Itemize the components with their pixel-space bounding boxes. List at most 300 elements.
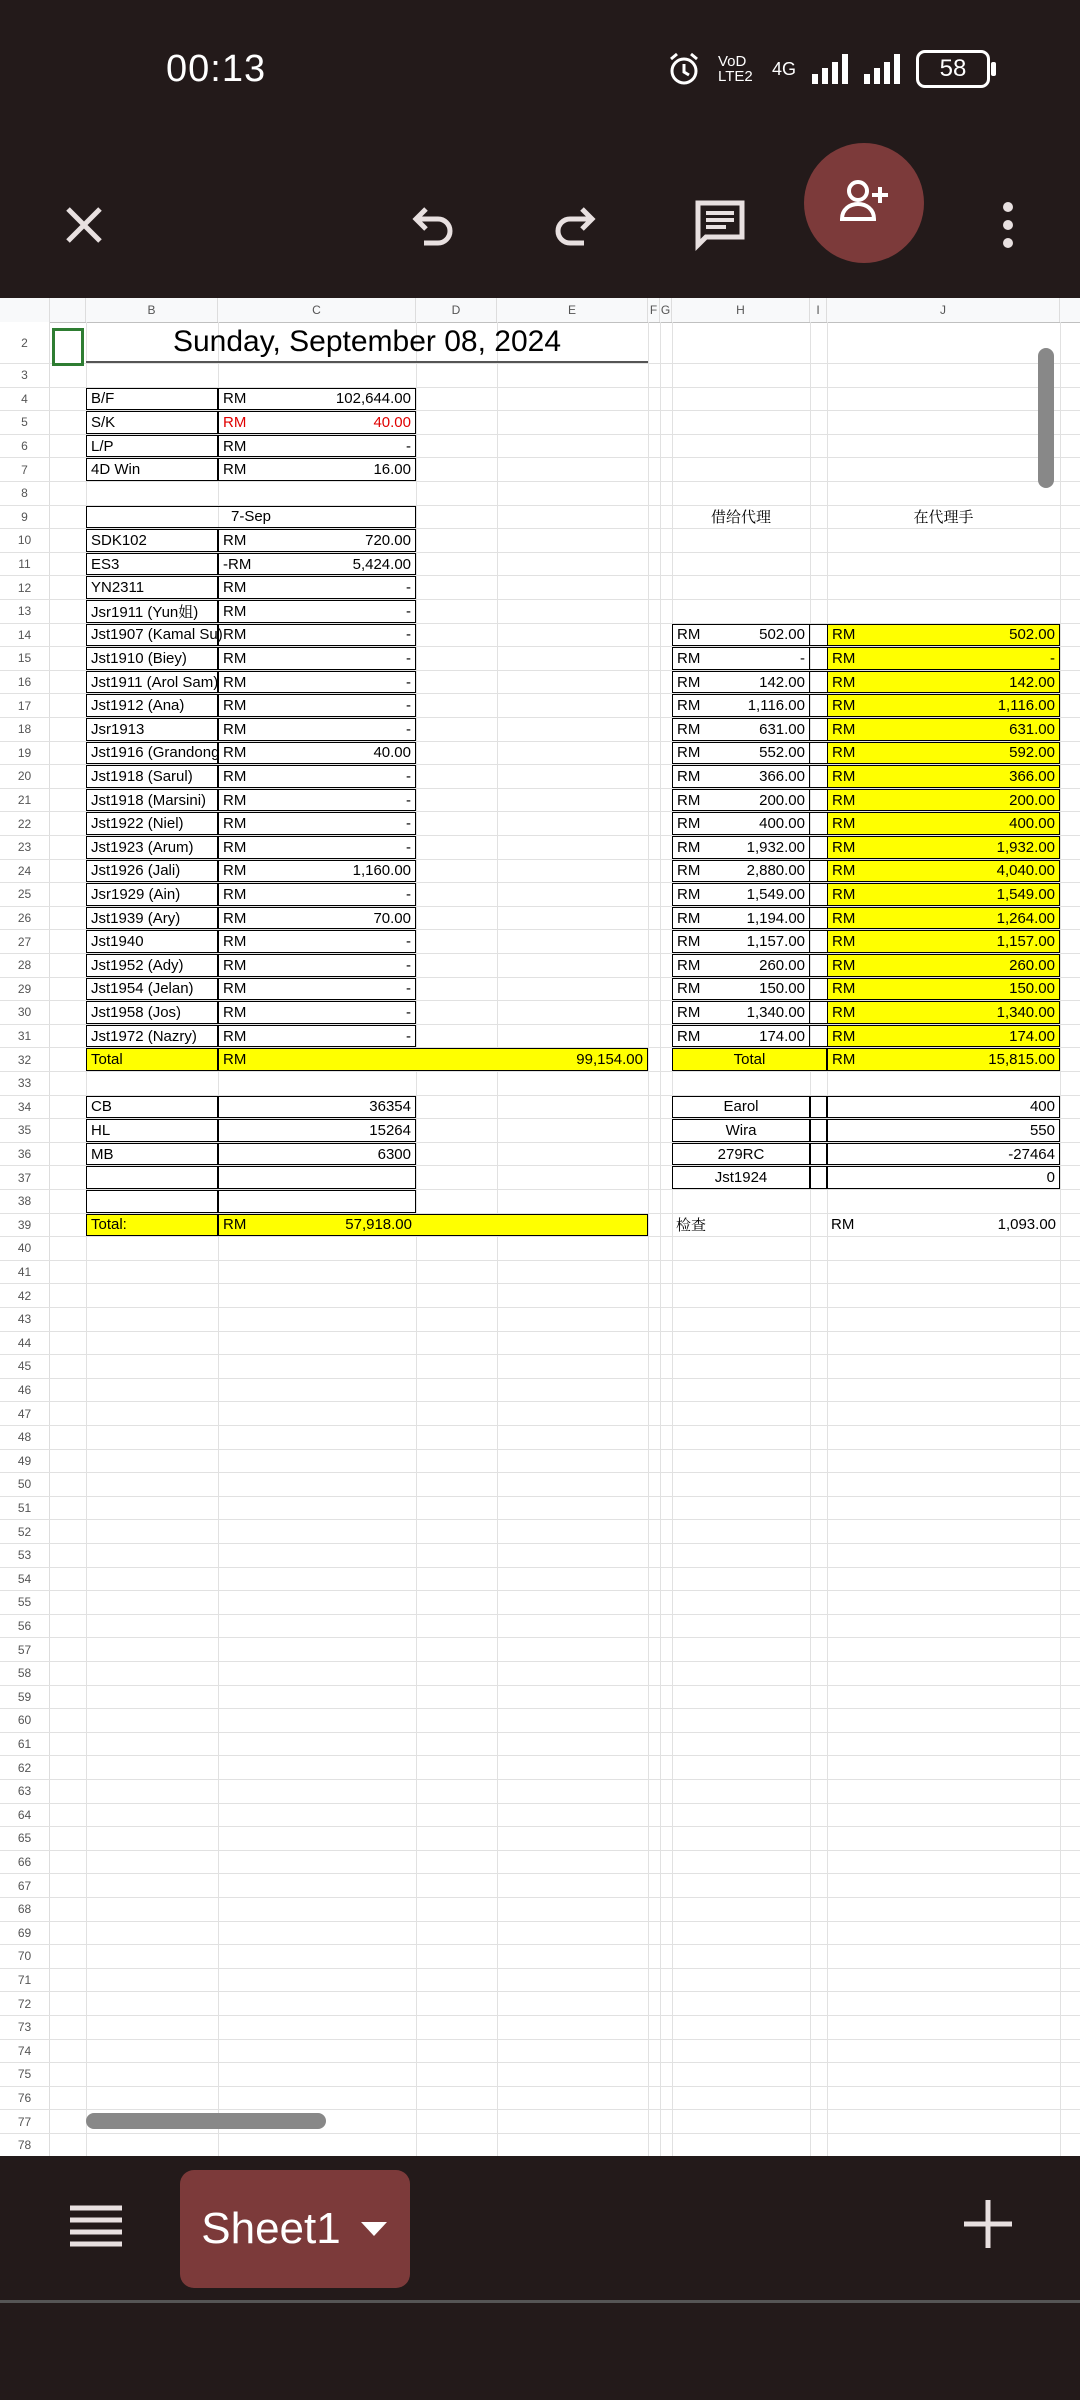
sheet-row[interactable] (0, 1733, 1080, 1757)
redo-button[interactable] (526, 150, 626, 300)
currency-label[interactable]: RM (218, 600, 278, 623)
agent-name[interactable]: Jst1972 (Nazry) (86, 1025, 218, 1048)
agent-name[interactable]: Jst1952 (Ady) (86, 954, 218, 977)
agent-amount[interactable]: 1,264.00 (887, 907, 1060, 930)
sheet-row[interactable] (0, 978, 1080, 1002)
currency-label[interactable]: RM (827, 836, 887, 859)
currency-label[interactable]: RM (672, 1025, 722, 1048)
row-number[interactable]: 53 (0, 1544, 50, 1567)
lent-amount[interactable]: 502.00 (722, 624, 810, 647)
sheet-row[interactable] (0, 2040, 1080, 2064)
currency-label[interactable]: RM (827, 883, 887, 906)
currency-label[interactable]: RM (827, 978, 887, 1001)
sheet-row[interactable] (0, 1568, 1080, 1592)
agent-amount[interactable]: 142.00 (887, 671, 1060, 694)
amount-value[interactable]: 5,424.00 (278, 553, 416, 576)
currency-label[interactable]: RM (827, 624, 887, 647)
row-number[interactable]: 69 (0, 1922, 50, 1945)
sheet-row[interactable] (0, 1072, 1080, 1096)
sheet-row[interactable] (0, 1969, 1080, 1993)
row-number[interactable]: 33 (0, 1072, 50, 1095)
lent-amount[interactable]: 1,549.00 (722, 883, 810, 906)
row-number[interactable]: 8 (0, 482, 50, 505)
row-number[interactable]: 7 (0, 458, 50, 481)
row-number[interactable]: 27 (0, 930, 50, 953)
row-number[interactable]: 48 (0, 1426, 50, 1449)
summary-value[interactable]: 16.00 (278, 458, 416, 481)
currency-label[interactable]: RM (827, 860, 887, 883)
row-number[interactable]: 35 (0, 1119, 50, 1142)
agent-amount[interactable]: 1,549.00 (887, 883, 1060, 906)
currency-label[interactable]: RM (218, 718, 278, 741)
row-number[interactable]: 64 (0, 1804, 50, 1827)
sheet-row[interactable] (0, 1214, 1080, 1238)
column-header-f[interactable]: F (648, 298, 660, 322)
amount-value[interactable]: 70.00 (278, 907, 416, 930)
row-number[interactable]: 21 (0, 789, 50, 812)
currency-label[interactable]: RM (218, 671, 278, 694)
sheet-row[interactable] (0, 388, 1080, 412)
lent-amount[interactable]: 142.00 (722, 671, 810, 694)
lent-amount[interactable]: 200.00 (722, 789, 810, 812)
agent-amount[interactable]: 260.00 (887, 954, 1060, 977)
row-number[interactable]: 13 (0, 600, 50, 623)
amount-value[interactable]: - (278, 718, 416, 741)
agent-name[interactable]: Jst1918 (Marsini) (86, 789, 218, 812)
lent-amount[interactable]: 1,932.00 (722, 836, 810, 859)
sheet-row[interactable] (0, 1591, 1080, 1615)
row-number[interactable]: 29 (0, 978, 50, 1001)
sheet-row[interactable] (0, 1874, 1080, 1898)
sheet-row[interactable] (0, 1945, 1080, 1969)
agent-amount[interactable]: 1,157.00 (887, 930, 1060, 953)
spacer-cell[interactable] (810, 1166, 827, 1189)
spacer-cell[interactable] (810, 718, 827, 741)
sheet-tab-sheet1[interactable] (180, 2170, 410, 2288)
amount-value[interactable]: 1,160.00 (278, 860, 416, 883)
column-header-b[interactable]: B (86, 298, 218, 322)
row-number[interactable]: 54 (0, 1568, 50, 1591)
currency-label[interactable]: RM (672, 671, 722, 694)
row-number[interactable]: 36 (0, 1143, 50, 1166)
spacer-cell[interactable] (810, 978, 827, 1001)
row-number[interactable]: 15 (0, 647, 50, 670)
currency-label[interactable]: RM (827, 765, 887, 788)
currency-label[interactable]: RM (827, 789, 887, 812)
sheet-row[interactable] (0, 836, 1080, 860)
currency-label[interactable]: RM (827, 694, 887, 717)
agent-amount[interactable]: 1,116.00 (887, 694, 1060, 717)
agent-amount[interactable]: 174.00 (887, 1025, 1060, 1048)
amount-value[interactable]: - (278, 600, 416, 623)
currency-label[interactable]: RM (827, 930, 887, 953)
row-number[interactable]: 42 (0, 1284, 50, 1307)
other-value[interactable]: -27464 (827, 1143, 1060, 1166)
spacer-cell[interactable] (810, 1096, 827, 1119)
currency-label[interactable]: RM (672, 836, 722, 859)
spreadsheet-grid[interactable] (0, 298, 1080, 2156)
agent-amount[interactable]: 592.00 (887, 742, 1060, 765)
sheet-row[interactable] (0, 1922, 1080, 1946)
agent-name[interactable]: Jsr1913 (86, 718, 218, 741)
sheet-row[interactable] (0, 860, 1080, 884)
sheet-row[interactable] (0, 1332, 1080, 1356)
row-number[interactable]: 75 (0, 2063, 50, 2086)
row-number[interactable]: 12 (0, 576, 50, 599)
sheet-row[interactable] (0, 364, 1080, 388)
currency-label[interactable]: -RM (218, 553, 278, 576)
amount-value[interactable]: - (278, 694, 416, 717)
sheet-row[interactable] (0, 1119, 1080, 1143)
sheet-row[interactable] (0, 718, 1080, 742)
currency-label[interactable]: RM (672, 930, 722, 953)
column-header-i[interactable]: I (810, 298, 827, 322)
spacer-cell[interactable] (810, 812, 827, 835)
spacer-cell[interactable] (810, 647, 827, 670)
lent-amount[interactable]: 1,157.00 (722, 930, 810, 953)
total-label[interactable]: Total (672, 1048, 827, 1071)
agent-amount[interactable]: 400.00 (887, 812, 1060, 835)
row-number[interactable]: 20 (0, 765, 50, 788)
other-value[interactable]: 400 (827, 1096, 1060, 1119)
undo-button[interactable] (382, 150, 482, 300)
sheet-row[interactable] (0, 529, 1080, 553)
row-number[interactable]: 24 (0, 860, 50, 883)
sheet-row[interactable] (0, 1025, 1080, 1049)
sheet-row[interactable] (0, 954, 1080, 978)
row-number[interactable]: 50 (0, 1473, 50, 1496)
sheet-row[interactable] (0, 1827, 1080, 1851)
agent-header[interactable]: 在代理手 (913, 509, 974, 527)
row-number[interactable]: 72 (0, 1992, 50, 2015)
bank-value[interactable]: 6300 (218, 1143, 416, 1166)
row-number[interactable]: 59 (0, 1686, 50, 1709)
currency-label[interactable]: RM (218, 742, 278, 765)
row-number[interactable]: 18 (0, 718, 50, 741)
currency-label[interactable]: RM (672, 765, 722, 788)
amount-value[interactable]: 40.00 (278, 742, 416, 765)
more-options-button[interactable] (958, 150, 1058, 300)
sheet-row[interactable] (0, 1898, 1080, 1922)
amount-value[interactable]: - (278, 930, 416, 953)
currency-label[interactable]: RM (218, 978, 278, 1001)
agent-amount[interactable]: 502.00 (887, 624, 1060, 647)
row-number[interactable]: 26 (0, 907, 50, 930)
amount-value[interactable]: - (278, 765, 416, 788)
sheet-row[interactable] (0, 1355, 1080, 1379)
column-header-a[interactable] (50, 298, 86, 322)
lent-amount[interactable]: 1,116.00 (722, 694, 810, 717)
agent-name[interactable]: Jst1911 (Arol Sam) (86, 671, 218, 694)
currency-label[interactable]: RM (218, 576, 278, 599)
currency-label[interactable]: RM (672, 789, 722, 812)
sheet-row[interactable] (0, 1756, 1080, 1780)
row-number[interactable]: 78 (0, 2134, 50, 2157)
currency-label[interactable]: RM (218, 1214, 278, 1237)
sheet-row[interactable] (0, 765, 1080, 789)
row-number[interactable]: 76 (0, 2087, 50, 2110)
sheet-row[interactable] (0, 1166, 1080, 1190)
lent-amount[interactable]: 552.00 (722, 742, 810, 765)
amount-value[interactable]: - (278, 978, 416, 1001)
other-label[interactable]: Wira (672, 1119, 810, 1142)
bank-label[interactable]: MB (86, 1143, 218, 1166)
grand-total-value[interactable]: 57,918.00 (278, 1214, 416, 1237)
row-number[interactable]: 38 (0, 1190, 50, 1213)
sheet-row[interactable] (0, 1450, 1080, 1474)
agent-name[interactable]: Jsr1911 (Yun姐) (86, 600, 218, 623)
sheet-row[interactable] (0, 1261, 1080, 1285)
sheet-row[interactable] (0, 624, 1080, 648)
row-number[interactable]: 45 (0, 1355, 50, 1378)
row-number[interactable]: 40 (0, 1237, 50, 1260)
row-number[interactable]: 41 (0, 1261, 50, 1284)
lent-amount[interactable]: 2,880.00 (722, 860, 810, 883)
other-value[interactable]: 0 (827, 1166, 1060, 1189)
sheet-row[interactable] (0, 2016, 1080, 2040)
sheet-row[interactable] (0, 1308, 1080, 1332)
sheet-row[interactable] (0, 1190, 1080, 1214)
row-number[interactable]: 52 (0, 1520, 50, 1543)
sheet-row[interactable] (0, 1615, 1080, 1639)
sheet-row[interactable] (0, 322, 1080, 364)
sheet-row[interactable] (0, 1638, 1080, 1662)
lent-amount[interactable]: 366.00 (722, 765, 810, 788)
sheet-row[interactable] (0, 694, 1080, 718)
summary-label[interactable]: L/P (86, 435, 218, 458)
agent-amount[interactable]: - (887, 647, 1060, 670)
sheet-row[interactable] (0, 2063, 1080, 2087)
row-number[interactable]: 49 (0, 1450, 50, 1473)
sheet-row[interactable] (0, 742, 1080, 766)
agent-amount[interactable]: 4,040.00 (887, 860, 1060, 883)
row-number[interactable]: 57 (0, 1638, 50, 1661)
currency-label[interactable]: RM (672, 978, 722, 1001)
spacer-cell[interactable] (810, 742, 827, 765)
row-number[interactable]: 56 (0, 1615, 50, 1638)
currency-label[interactable]: RM (218, 435, 278, 458)
row-number[interactable]: 22 (0, 812, 50, 835)
sheet-row[interactable] (0, 1237, 1080, 1261)
sheet-row[interactable] (0, 2087, 1080, 2111)
agent-name[interactable]: Jst1922 (Niel) (86, 812, 218, 835)
row-number[interactable]: 17 (0, 694, 50, 717)
agent-name[interactable]: Jst1916 (Grandong (86, 742, 218, 765)
lent-amount[interactable]: 260.00 (722, 954, 810, 977)
row-number[interactable]: 70 (0, 1945, 50, 1968)
sheet-row[interactable] (0, 1520, 1080, 1544)
spacer-cell[interactable] (810, 1119, 827, 1142)
currency-label[interactable]: RM (827, 671, 887, 694)
currency-label[interactable]: RM (672, 742, 722, 765)
currency-label[interactable]: RM (218, 930, 278, 953)
sheet-row[interactable] (0, 1426, 1080, 1450)
row-number[interactable]: 73 (0, 2016, 50, 2039)
column-header-g[interactable]: G (660, 298, 672, 322)
currency-label[interactable]: RM (827, 1001, 887, 1024)
share-button[interactable] (804, 143, 924, 263)
row-number[interactable]: 2 (0, 322, 50, 363)
row-number[interactable]: 4 (0, 388, 50, 411)
sheet-row[interactable] (0, 812, 1080, 836)
column-header-c[interactable]: C (218, 298, 416, 322)
selected-cell[interactable] (52, 328, 84, 366)
amount-value[interactable]: - (278, 1025, 416, 1048)
agent-name[interactable]: Jst1910 (Biey) (86, 647, 218, 670)
spacer-cell[interactable] (810, 860, 827, 883)
date-header[interactable]: 7-Sep (86, 506, 416, 529)
amount-value[interactable]: - (278, 789, 416, 812)
column-header-j[interactable]: J (827, 298, 1060, 322)
spacer-cell[interactable] (810, 1001, 827, 1024)
spacer-cell[interactable] (810, 1143, 827, 1166)
bank-value[interactable] (218, 1190, 416, 1213)
currency-label[interactable]: RM (827, 954, 887, 977)
sheet-row[interactable] (0, 506, 1080, 530)
summary-value[interactable]: - (278, 435, 416, 458)
lent-amount[interactable]: 174.00 (722, 1025, 810, 1048)
currency-label[interactable]: RM (218, 458, 278, 481)
spacer-cell[interactable] (810, 883, 827, 906)
sheet-row[interactable] (0, 907, 1080, 931)
sheet-row[interactable] (0, 1379, 1080, 1403)
sheet-row[interactable] (0, 1780, 1080, 1804)
total-value[interactable]: 99,154.00 (278, 1048, 648, 1071)
agent-name[interactable]: Jst1958 (Jos) (86, 1001, 218, 1024)
bank-value[interactable] (218, 1166, 416, 1189)
amount-value[interactable]: - (278, 671, 416, 694)
currency-label[interactable]: RM (218, 411, 278, 434)
currency-label[interactable]: RM (218, 765, 278, 788)
sheet-row[interactable] (0, 1001, 1080, 1025)
currency-label[interactable]: RM (827, 1025, 887, 1048)
row-number[interactable]: 9 (0, 506, 50, 529)
currency-label[interactable]: RM (218, 836, 278, 859)
agent-name[interactable]: ES3 (86, 553, 218, 576)
currency-label[interactable]: RM (827, 907, 887, 930)
row-number[interactable]: 6 (0, 435, 50, 458)
sheet-row[interactable] (0, 1662, 1080, 1686)
currency-label[interactable]: RM (672, 860, 722, 883)
check-value[interactable]: 1,093.00 (997, 1216, 1056, 1234)
currency-label[interactable]: RM (218, 907, 278, 930)
summary-value[interactable]: 40.00 (278, 411, 416, 434)
amount-value[interactable]: - (278, 836, 416, 859)
amount-value[interactable]: - (278, 576, 416, 599)
summary-label[interactable]: 4D Win (86, 458, 218, 481)
summary-label[interactable]: B/F (86, 388, 218, 411)
date-title[interactable]: Sunday, September 08, 2024 (86, 322, 648, 363)
spacer-cell[interactable] (810, 954, 827, 977)
agent-name[interactable]: Jst1923 (Arum) (86, 836, 218, 859)
row-number[interactable]: 71 (0, 1969, 50, 1992)
grand-total-label[interactable]: Total: (86, 1214, 218, 1237)
sheet-row[interactable] (0, 458, 1080, 482)
row-number[interactable]: 25 (0, 883, 50, 906)
currency-label[interactable]: RM (672, 907, 722, 930)
currency-label[interactable]: RM (827, 718, 887, 741)
check-label[interactable]: 检查 (676, 1217, 707, 1235)
agent-name[interactable]: YN2311 (86, 576, 218, 599)
currency-label[interactable]: RM (218, 860, 278, 883)
summary-label[interactable]: S/K (86, 411, 218, 434)
bank-label[interactable] (86, 1190, 218, 1213)
row-number[interactable]: 23 (0, 836, 50, 859)
other-value[interactable]: 550 (827, 1119, 1060, 1142)
agent-name[interactable]: Jst1912 (Ana) (86, 694, 218, 717)
column-header-d[interactable]: D (416, 298, 497, 322)
currency-label[interactable]: RM (672, 812, 722, 835)
lent-header[interactable]: 借给代理 (710, 509, 771, 527)
currency-label[interactable]: RM (672, 883, 722, 906)
spacer-cell[interactable] (810, 624, 827, 647)
currency-label[interactable]: RM (672, 624, 722, 647)
sheet-row[interactable] (0, 647, 1080, 671)
sheet-row[interactable] (0, 600, 1080, 624)
currency-label[interactable]: RM (218, 1025, 278, 1048)
spacer-cell[interactable] (810, 765, 827, 788)
currency-label[interactable]: RM (218, 812, 278, 835)
amount-value[interactable]: - (278, 647, 416, 670)
row-number[interactable]: 31 (0, 1025, 50, 1048)
row-number[interactable]: 74 (0, 2040, 50, 2063)
agent-name[interactable]: SDK102 (86, 529, 218, 552)
horizontal-scrollbar[interactable] (86, 2113, 326, 2129)
agent-name[interactable]: Jst1939 (Ary) (86, 907, 218, 930)
currency-label[interactable]: RM (218, 647, 278, 670)
currency-label[interactable]: RM (218, 1048, 278, 1071)
sheet-row[interactable] (0, 553, 1080, 577)
lent-amount[interactable]: 150.00 (722, 978, 810, 1001)
row-number[interactable]: 37 (0, 1166, 50, 1189)
sheets-list-icon[interactable] (68, 2202, 124, 2252)
agent-name[interactable]: Jst1954 (Jelan) (86, 978, 218, 1001)
row-number[interactable]: 47 (0, 1402, 50, 1425)
currency-label[interactable]: RM (218, 1001, 278, 1024)
row-number[interactable]: 19 (0, 742, 50, 765)
sheet-row[interactable] (0, 1851, 1080, 1875)
sheet-row[interactable] (0, 1497, 1080, 1521)
lent-amount[interactable]: 631.00 (722, 718, 810, 741)
currency-label[interactable]: RM (218, 624, 278, 647)
grand-total-fill[interactable] (416, 1214, 648, 1237)
sheet-row[interactable] (0, 1544, 1080, 1568)
sheet-row[interactable] (0, 1143, 1080, 1167)
row-number[interactable]: 30 (0, 1001, 50, 1024)
currency-label[interactable]: RM (827, 812, 887, 835)
sheet-row[interactable] (0, 930, 1080, 954)
spacer-cell[interactable] (810, 930, 827, 953)
bank-value[interactable]: 36354 (218, 1096, 416, 1119)
row-number[interactable]: 10 (0, 529, 50, 552)
currency-label[interactable]: RM (218, 789, 278, 812)
sheet-row[interactable] (0, 1709, 1080, 1733)
lent-amount[interactable]: 400.00 (722, 812, 810, 835)
summary-value[interactable]: 102,644.00 (278, 388, 416, 411)
row-number[interactable]: 55 (0, 1591, 50, 1614)
agent-amount[interactable]: 1,340.00 (887, 1001, 1060, 1024)
amount-value[interactable]: - (278, 1001, 416, 1024)
total-value[interactable]: 15,815.00 (887, 1048, 1060, 1071)
sheet-row[interactable] (0, 1402, 1080, 1426)
sheet-row[interactable] (0, 1473, 1080, 1497)
row-number[interactable]: 28 (0, 954, 50, 977)
row-number[interactable]: 46 (0, 1379, 50, 1402)
sheet-row[interactable] (0, 1096, 1080, 1120)
currency-label[interactable]: RM (672, 1001, 722, 1024)
row-number[interactable]: 67 (0, 1874, 50, 1897)
row-number[interactable]: 63 (0, 1780, 50, 1803)
